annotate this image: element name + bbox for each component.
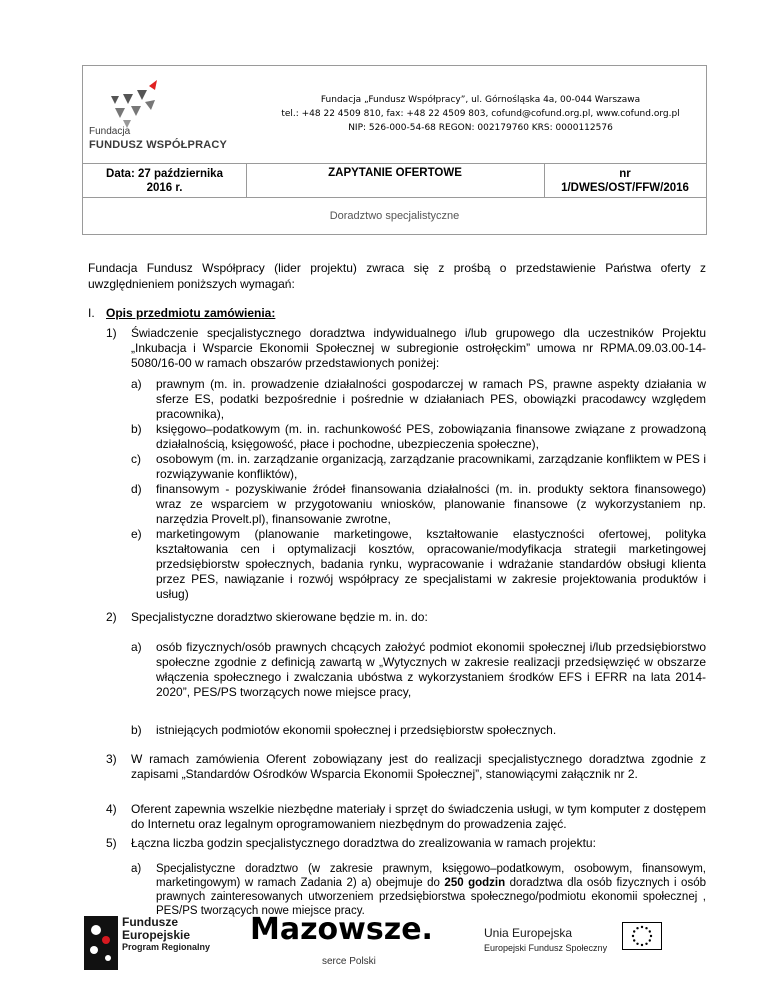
document-subtitle: Doradztwo specjalistyczne (329, 210, 460, 222)
fe-program: Program Regionalny (122, 942, 211, 952)
fe-logo-text (122, 916, 190, 942)
mazowsze-logo: Mazowsze. (250, 912, 433, 947)
fe-line: Fundusze (122, 915, 178, 929)
sub-item-text-part: doradztwa dla osób fizycznych i osób prawnych zainteresowanych utworzeniem przedsiębiorstwa społecznego/podmiotu ekonomii społecznej , PES/PS tworzących nowe miejsce pracy. (156, 877, 706, 917)
sub-item-letter: a) (131, 640, 142, 654)
sub-item-text: istniejących podmiotów ekonomii społecznej i przedsiębiorstw społecznych. (156, 723, 557, 737)
address-line: tel.: +48 22 4509 810, fax: +48 22 4509 803, cofund@cofund.org.pl, www.cofund.org.pl (281, 109, 680, 119)
document-title: ZAPYTANIE OFERTOWE (328, 167, 462, 179)
sub-item-text: finansowym - pozyskiwanie źródeł finansowania działalności (m. in. produkty sektora finansowego) wraz ze wsparciem w przygotowaniu wniosków, planowanie finansowe (z wykorzystaniem np. narzędzia Provelt.pl), finansowanie zwrotne, (156, 482, 706, 526)
number-label: nr (619, 168, 631, 180)
document-number (544, 167, 706, 195)
sub-item-text: osób fizycznych/osób prawnych chcących założyć podmiot ekonomii społecznej i/lub przedsiębiorstwo społeczne zgodnie z definicją zawartą w „Wytycznych w zakresie realizacji przedsięwzięć w obszarze włączenia społecznego i zwalczania ubóstwa z wykorzystaniem środków EFS i EFRR na lata 2014-2020”, PES/PS tworzących nowe miejsce pracy, (156, 640, 706, 699)
logo-triangle (137, 90, 147, 100)
item-number: 4) (106, 802, 117, 816)
address-line: Fundacja „Fundusz Współpracy”, ul. Górnośląska 4a, 00-044 Warszawa (320, 95, 641, 105)
fe-logo-star-red (102, 936, 110, 944)
item-number: 1) (106, 326, 117, 340)
sub-item (131, 862, 706, 918)
sub-item (131, 422, 706, 452)
sub-item-letter: b) (131, 723, 142, 737)
list-item (106, 802, 706, 832)
fe-logo-star (90, 946, 98, 954)
fe-logo-star (91, 925, 101, 935)
logo-triangle (123, 94, 133, 104)
sub-item (131, 527, 706, 602)
logo-triangle-red (149, 80, 157, 90)
document-date (83, 167, 246, 195)
intro-paragraph: Fundacja Fundusz Współpracy (lider projektu) zwraca się z prośbą o przedstawienie Państwa oferty z uwzględnieniem poniższych wymagań: (88, 261, 706, 291)
date-line: 2016 r. (146, 182, 183, 194)
logo-triangle (115, 108, 125, 118)
mazowsze-tagline: serce Polski (322, 956, 376, 967)
hours-highlight: 250 godzin (444, 877, 506, 889)
sub-item-text (156, 862, 706, 918)
eu-name: Unia Europejska (484, 926, 573, 940)
organization-address (253, 93, 708, 135)
sub-item-letter: d) (131, 482, 142, 496)
logo-triangle (145, 100, 155, 110)
eu-flag-icon (622, 922, 662, 950)
sub-item (131, 640, 706, 700)
section-number: I. (88, 306, 95, 320)
footer-logos (82, 912, 707, 978)
header-table (82, 65, 707, 235)
sub-item (131, 482, 706, 527)
logo-text-name: FUNDUSZ WSPÓŁPRACY (89, 139, 228, 151)
logo-text-fundacja: Fundacja (89, 126, 131, 137)
sub-item-text: marketingowym (planowanie marketingowe, kształtowanie elastyczności ofertowej, polityka kształtowania cen i optymalizacji kosztów, opracowanie/modyfikacja strategii marketingowej przedsiębiorstw społecznych, badania rynku, wypracowanie i wdrażanie standardów obsługi klienta przez PES, nawiązanie i rozwój współpracy ze specjalistami w zakresie projektowania produktów i usług) (156, 527, 706, 601)
sub-item (131, 377, 706, 422)
table-divider (83, 163, 706, 164)
sub-item-text-part: Specjalistyczne doradztwo (w zakresie prawnym, księgowo–podatkowym, osobowym, finansowym, marketingowym) w ramach Zadania 2) a) obejmuje do (156, 863, 706, 889)
item-text: Oferent zapewnia wszelkie niezbędne materiały i sprzęt do świadczenia usługi, w tym komputer z dostępem do Internetu oraz legalnym oprogramowaniem niezbędnym do prowadzenia zajęć. (131, 802, 706, 831)
item-text: Świadczenie specjalistycznego doradztwa indywidualnego i/lub grupowego dla uczestników Projektu „Inkubacja i Wsparcie Ekonomii Społecznej w subregionie ostrołęckim” umowa nr RPMA.09.03.00-14-5080/16-00 w ramach obszarów przedstawionych poniżej: (131, 326, 706, 370)
sub-item-text: księgowo–podatkowym (m. in. rachunkowość PES, zobowiązania finansowe związane z prowadzoną działalnością, księgowość, płace i pochodne, ubezpieczenia społeczne), (156, 422, 706, 451)
sub-item-letter: c) (131, 452, 141, 466)
item-number: 3) (106, 752, 117, 766)
address-line: NIP: 526-000-54-68 REGON: 002179760 KRS: 0000112576 (348, 123, 613, 133)
sub-item-letter: a) (131, 377, 142, 391)
sub-item-letter: e) (131, 527, 142, 541)
date-line: Data: 27 października (106, 168, 223, 180)
section-heading (88, 306, 275, 320)
sub-item-text: prawnym (m. in. prowadzenie działalności gospodarczej w ramach PS, prawne aspekty działania w sferze ES, podatki bezpośrednie i pośrednie w działaniach PES, obowiązki pracodawcy względem pracownika), (156, 377, 706, 421)
logo-triangle (111, 96, 119, 104)
item-text: W ramach zamówienia Oferent zobowiązany jest do realizacji specjalistycznego doradztwa zgodnie z zapisami „Standardów Ośrodków Wsparcia Ekonomii Społecznej”, stanowiącymi załącznik nr 2. (131, 752, 706, 781)
sub-item-letter: a) (131, 863, 142, 875)
logo-triangle (131, 106, 141, 116)
item-text: Łączna liczba godzin specjalistycznego doradztwa do zrealizowania w ramach projektu: (131, 836, 596, 850)
fe-logo-bg (84, 916, 118, 970)
item-text: Specjalistyczne doradztwo skierowane będzie m. in. do: (131, 610, 428, 624)
sub-item (131, 723, 706, 738)
section-title: Opis przedmiotu zamówienia: (106, 306, 276, 320)
item-number: 5) (106, 836, 117, 850)
list-item (106, 326, 706, 371)
fundusze-europejskie-logo (84, 916, 118, 970)
sub-item-text: osobowym (m. in. zarządzanie organizacją, zarządzanie pracownikami, zarządzanie konfliktem w PES i rozwiązywanie konfliktów), (156, 452, 706, 481)
fe-logo-star (105, 955, 111, 961)
list-item (106, 836, 706, 851)
sub-item (131, 452, 706, 482)
item-number: 2) (106, 610, 117, 624)
fe-line: Europejskie (122, 928, 191, 942)
table-divider (83, 197, 706, 198)
list-item (106, 752, 706, 782)
sub-item-letter: b) (131, 422, 142, 436)
number-value: 1/DWES/OST/FFW/2016 (561, 182, 689, 194)
eu-fund-name: Europejski Fundusz Społeczny (484, 943, 608, 953)
list-item (106, 610, 706, 625)
